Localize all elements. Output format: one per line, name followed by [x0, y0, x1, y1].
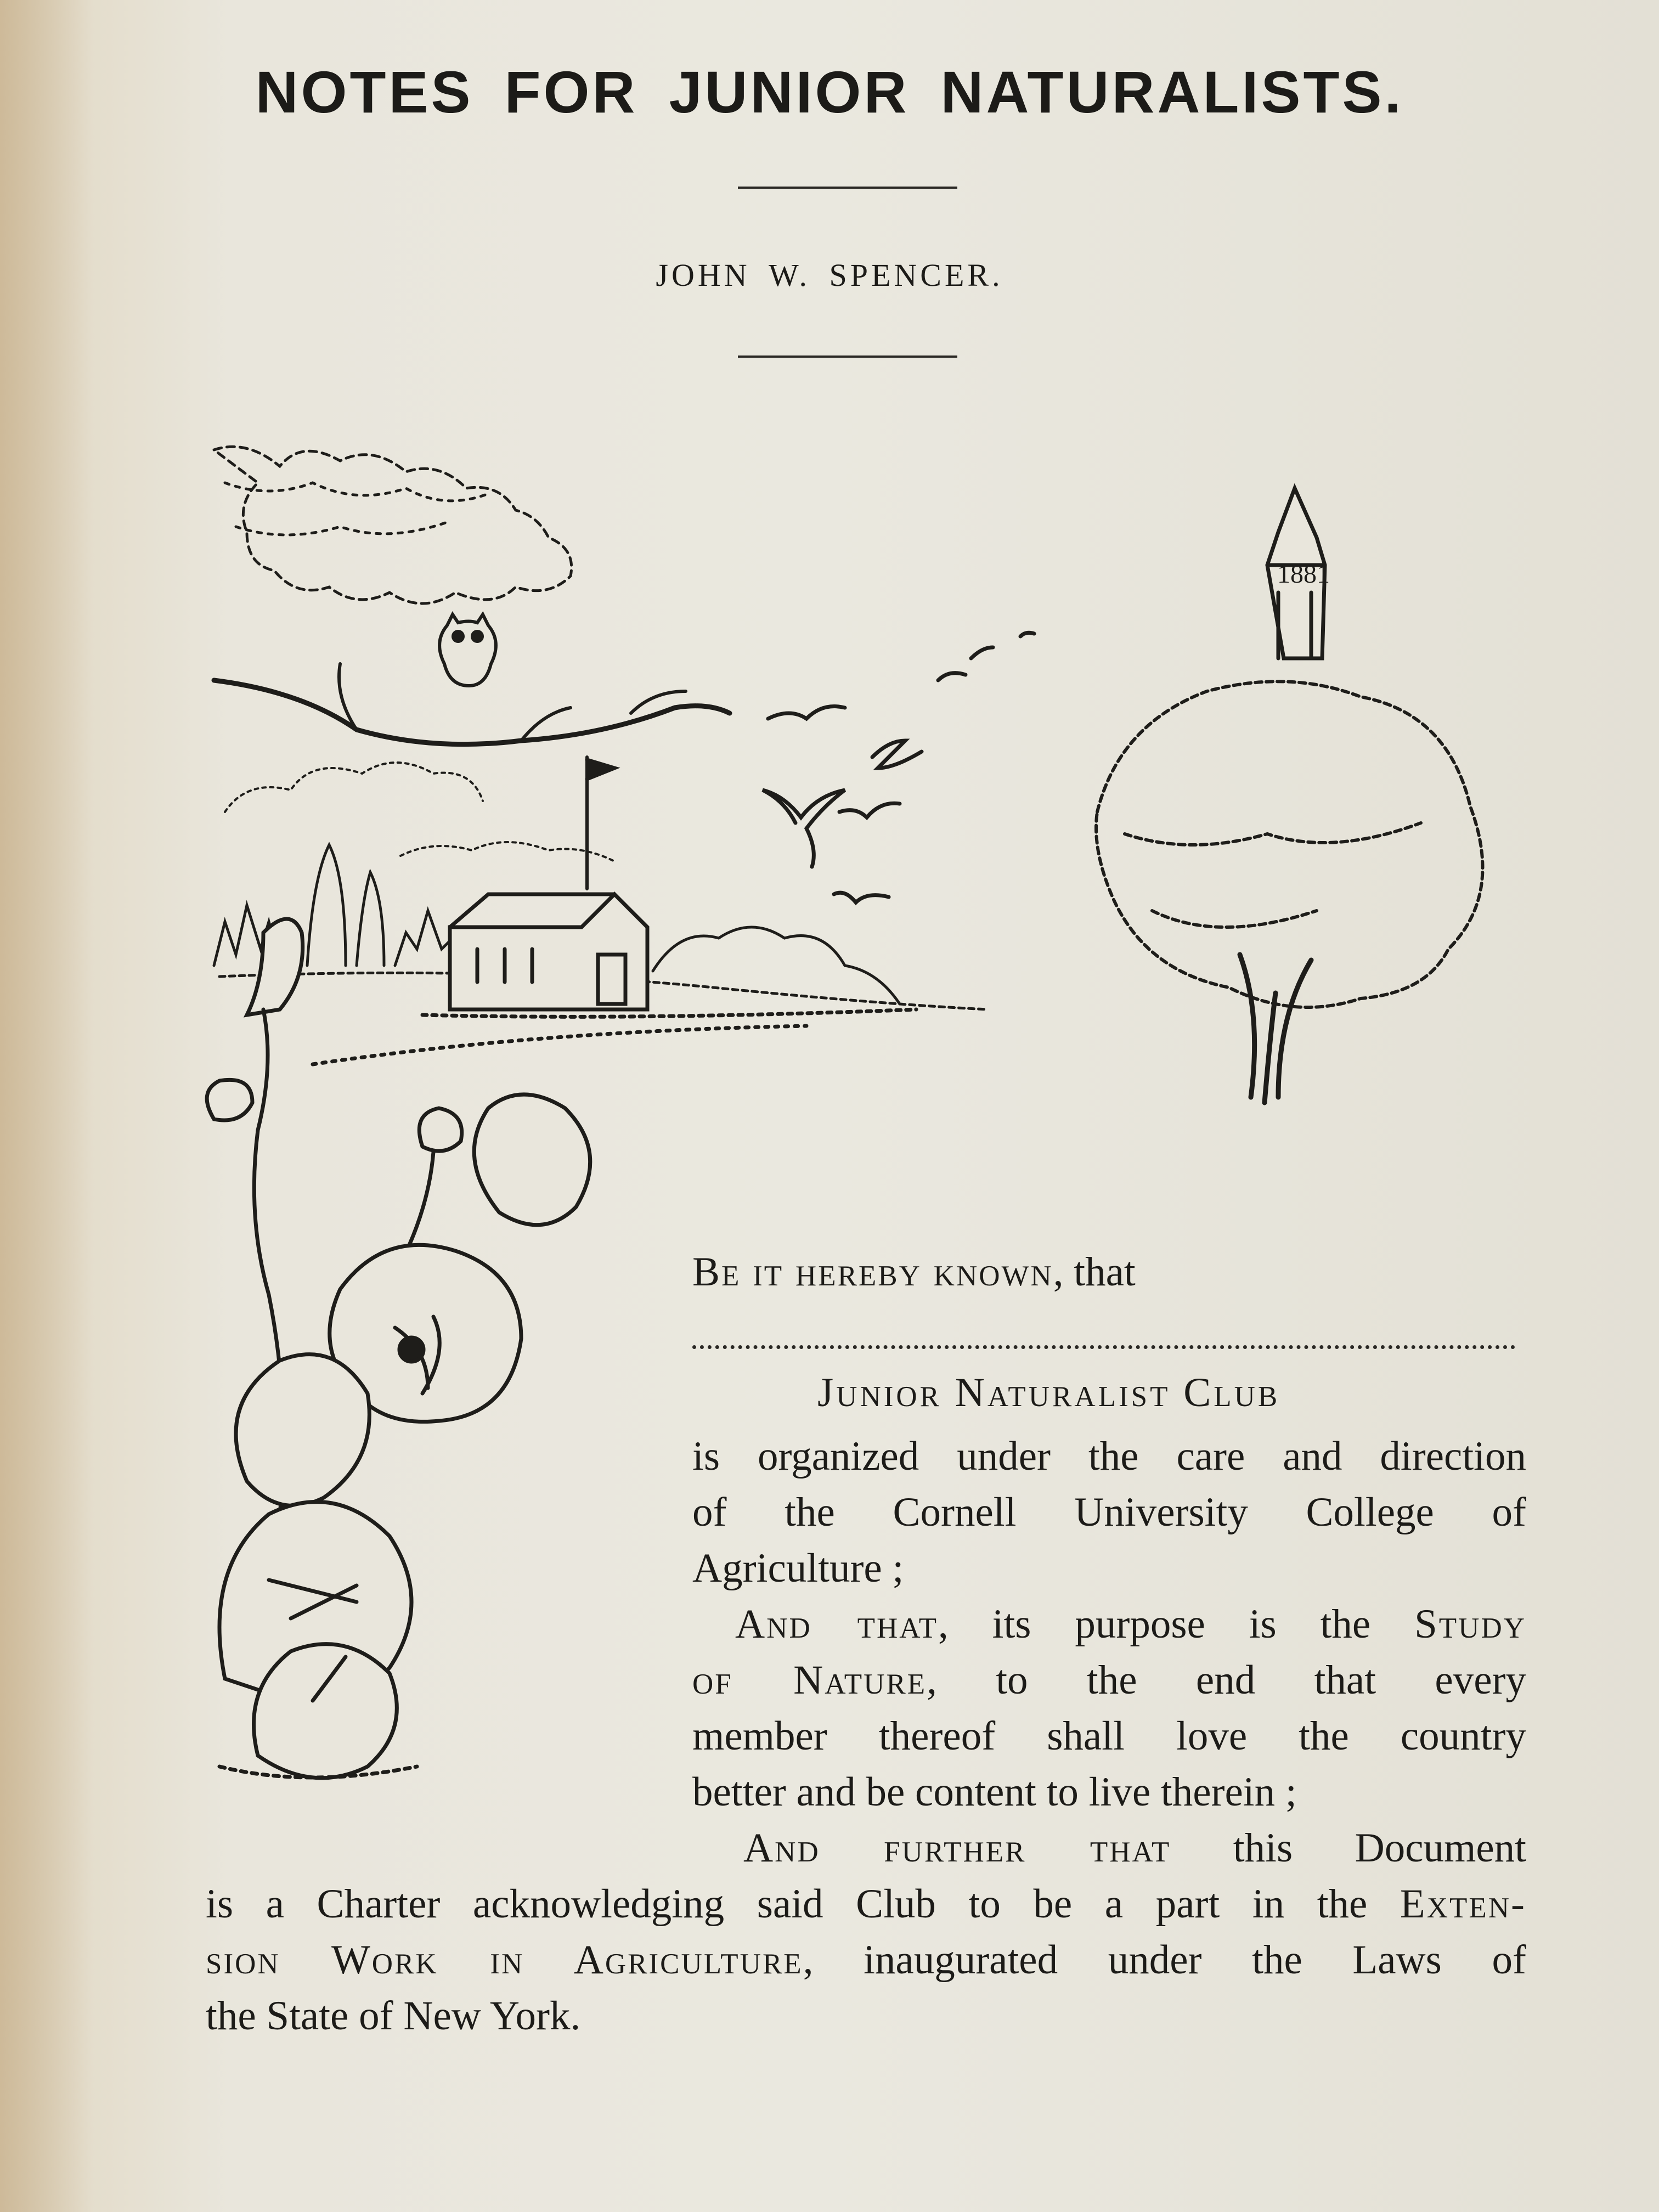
- charter-line-11: is a Charter acknowledging said Club to be a part in the Exten-: [206, 1881, 1526, 1927]
- charter-line-6: And that, its purpose is the Study: [735, 1601, 1526, 1647]
- page-gutter-shadow: [0, 0, 93, 2212]
- tree-trunk: [1240, 955, 1311, 1103]
- tree-canopy: [214, 447, 572, 603]
- tower-clock-text: 1881: [1277, 560, 1330, 589]
- charter-line-3: is organized under the care and direction: [692, 1434, 1526, 1479]
- owl-icon: [439, 614, 496, 686]
- author-divider: [738, 356, 957, 358]
- charter-line-8: member thereof shall love the country: [692, 1713, 1526, 1759]
- bell-tower: [1267, 488, 1330, 658]
- charter-line-9: better and be content to live therein ;: [692, 1769, 1297, 1815]
- birds-flying: [763, 633, 1034, 902]
- charter-line-12: sion Work in Agriculture, inaugurated under the Laws of: [206, 1937, 1526, 1983]
- charter-opening-line: Be it hereby known, that: [692, 1249, 1136, 1295]
- title-divider: [738, 187, 957, 189]
- club-name: Junior Naturalist Club: [817, 1370, 1280, 1415]
- charter-line-5: Agriculture ;: [692, 1545, 904, 1591]
- poppy-plant: [207, 919, 590, 1778]
- charter-line-4: of the Cornell University College of: [692, 1489, 1526, 1535]
- schoolhouse: [313, 757, 916, 1064]
- charter-line-13: the State of New York.: [206, 1993, 581, 2039]
- charter-line-7: of Nature, to the end that every: [692, 1657, 1526, 1703]
- charter-line-10: And further that this Document: [743, 1825, 1526, 1871]
- page-title: NOTES FOR JUNIOR NATURALISTS.: [255, 59, 1404, 125]
- campus-tree: [1096, 681, 1483, 1007]
- clouds: [225, 763, 614, 861]
- author-name: JOHN W. SPENCER.: [656, 257, 1003, 293]
- dotted-name-line: [692, 1345, 1515, 1349]
